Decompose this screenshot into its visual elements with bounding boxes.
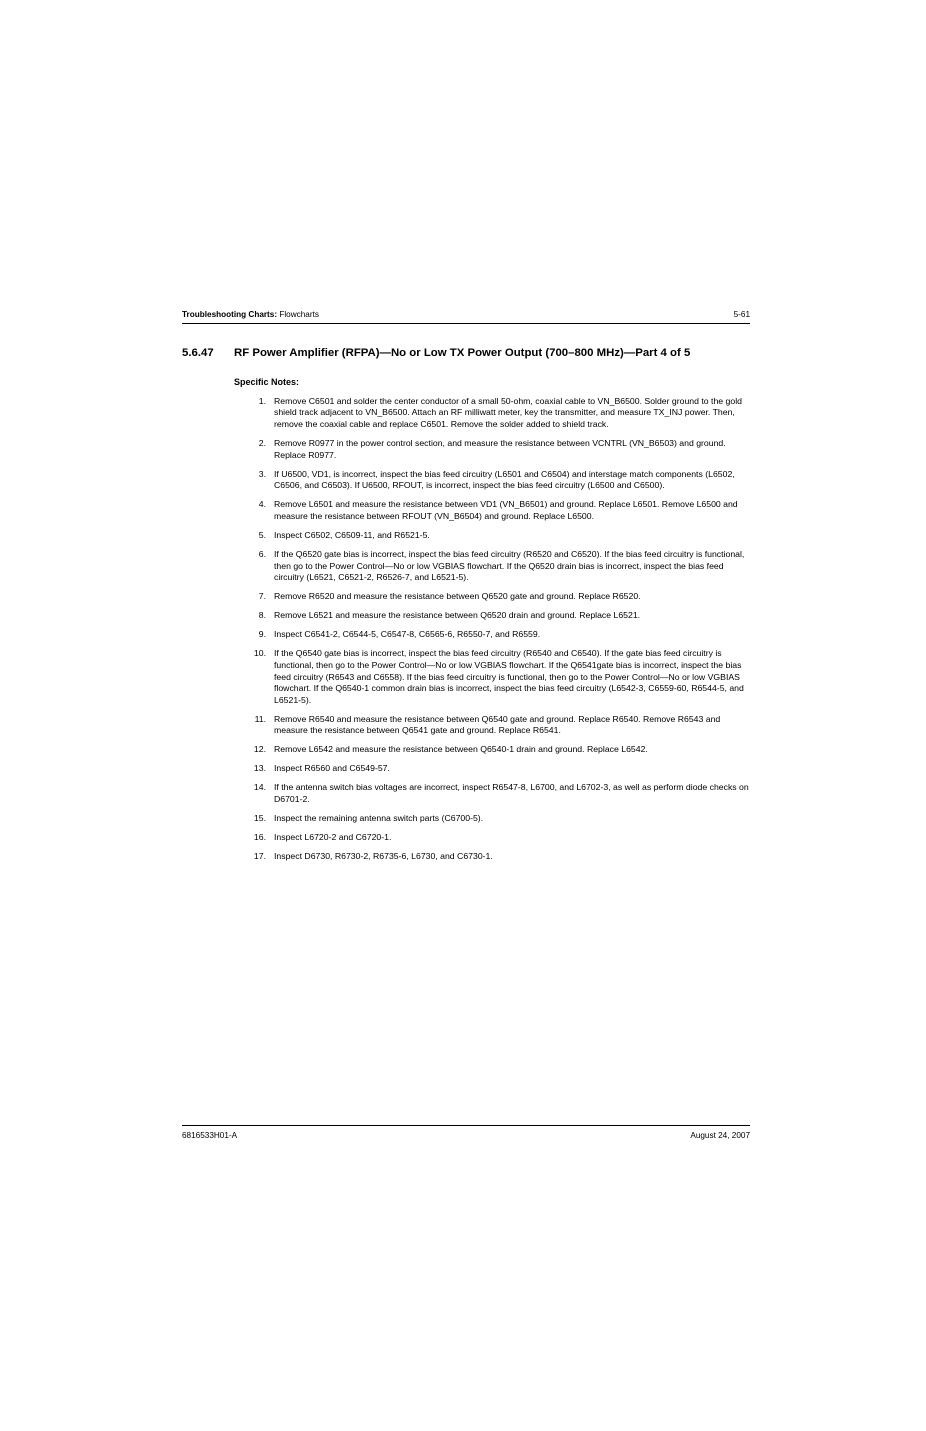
list-item-number: 15. bbox=[253, 813, 266, 824]
list-item-text: Inspect the remaining antenna switch parts (C6700-5). bbox=[274, 813, 484, 824]
header-rule bbox=[182, 323, 750, 324]
list-item bbox=[250, 763, 750, 775]
list-item bbox=[250, 714, 750, 737]
list-item bbox=[250, 549, 750, 584]
list-item-text: Remove L6501 and measure the resistance between VD1 (VN_B6501) and ground. Replace L6501. Remove L6500 and measure the resistance between RFOUT (VN_B6504) and ground. Replace L6500. bbox=[274, 499, 738, 521]
list-item-number: 8. bbox=[258, 610, 266, 621]
list-item bbox=[250, 438, 750, 461]
section-heading bbox=[182, 346, 750, 361]
notes-list bbox=[182, 396, 750, 863]
list-item-text: Remove R0977 in the power control section, and measure the resistance between VCNTRL (VN_B6503) and ground. Replace R0977. bbox=[274, 438, 726, 460]
list-item-text: If the Q6520 gate bias is incorrect, inspect the bias feed circuitry (R6520 and C6520). If the bias feed circuitry is functional, then go to the Power Control—No or low VGBIAS flowchart. If the Q6520 drain bias is incorrect, inspect the bias feed circuitry (L6521, C6521-2, R6526-7, and L6521-5). bbox=[274, 549, 745, 583]
list-item-number: 12. bbox=[253, 744, 266, 755]
footer-document-number: 6816533H01-A bbox=[182, 1131, 238, 1140]
list-item-number: 3. bbox=[258, 468, 266, 479]
list-item-text: Remove L6521 and measure the resistance between Q6520 drain and ground. Replace L6521. bbox=[274, 610, 641, 621]
section-number: 5.6.47 bbox=[182, 346, 214, 359]
list-item-number: 1. bbox=[258, 395, 266, 406]
list-item-number: 16. bbox=[253, 832, 266, 843]
list-item bbox=[250, 782, 750, 805]
list-item-number: 17. bbox=[253, 851, 266, 862]
header-title-bold: Troubleshooting Charts: bbox=[182, 310, 278, 319]
list-item bbox=[250, 499, 750, 522]
header-page-number: 5-61 bbox=[733, 310, 750, 319]
list-item-text: Remove C6501 and solder the center conductor of a small 50-ohm, coaxial cable to VN_B6500. Solder ground to the gold shield track adjacent to VN_B6500. Attach an RF milliwatt meter, key the transmitter, and measure TX_INJ power. Then, remove the coaxial cable and replace C6501. Remove the solder added to shield track. bbox=[274, 395, 742, 430]
footer-date: August 24, 2007 bbox=[690, 1131, 750, 1140]
list-item-text: If the Q6540 gate bias is incorrect, inspect the bias feed circuitry (R6540 and C6540). If the gate bias feed circuitry is functional, then go to the Power Control—No or low VGBIAS flowchart. If the Q6541gate bias is incorrect, inspect the bias feed circuitry (R6543 and C6558). If the bias feed circuitry is functional, then go to the Power Control—No or low VGBIAS flowchart. If the Q6540-1 common drain bias is incorrect, inspect the bias feed circuitry (L6542-3, C6559-60, R6544-5, and L6521-5). bbox=[274, 648, 744, 705]
specific-notes-heading: Specific Notes: bbox=[234, 376, 300, 387]
list-item-text: Inspect C6502, C6509-11, and R6521-5. bbox=[274, 529, 430, 540]
list-item-number: 4. bbox=[258, 499, 266, 510]
list-item-text: Inspect D6730, R6730-2, R6735-6, L6730, and C6730-1. bbox=[274, 851, 493, 862]
list-item-number: 10. bbox=[253, 648, 266, 659]
list-item-number: 9. bbox=[258, 629, 266, 640]
list-item-number: 14. bbox=[253, 782, 266, 793]
list-item-text: Remove R6540 and measure the resistance between Q6540 gate and ground. Replace R6540. Remove R6543 and measure the resistance between Q6541 gate and ground. Replace R6541. bbox=[274, 713, 721, 736]
list-item bbox=[250, 396, 750, 431]
list-item-number: 13. bbox=[253, 763, 266, 774]
list-item-text: Inspect L6720-2 and C6720-1. bbox=[274, 832, 392, 843]
list-item bbox=[250, 591, 750, 603]
list-item bbox=[250, 629, 750, 641]
list-item bbox=[250, 610, 750, 622]
list-item bbox=[250, 851, 750, 863]
list-item-number: 11. bbox=[254, 713, 266, 724]
list-item bbox=[250, 813, 750, 825]
list-item-text: Inspect R6560 and C6549-57. bbox=[274, 763, 390, 774]
page-content bbox=[182, 310, 750, 870]
list-item-text: Remove R6520 and measure the resistance between Q6520 gate and ground. Replace R6520. bbox=[274, 591, 641, 602]
list-item bbox=[250, 832, 750, 844]
list-item-number: 2. bbox=[258, 438, 266, 449]
list-item-text: Remove L6542 and measure the resistance between Q6540-1 drain and ground. Replace L6542. bbox=[274, 744, 648, 755]
list-item-text: Inspect C6541-2, C6544-5, C6547-8, C6565-6, R6550-7, and R6559. bbox=[274, 629, 541, 640]
header-title-rest: Flowcharts bbox=[277, 310, 319, 319]
running-header bbox=[182, 310, 750, 323]
list-item-number: 6. bbox=[258, 549, 266, 560]
header-title bbox=[182, 310, 319, 320]
list-item-number: 5. bbox=[258, 529, 266, 540]
section-title-text: RF Power Amplifier (RFPA)—No or Low TX Power Output (700–800 MHz)—Part 4 of 5 bbox=[234, 346, 691, 359]
list-item bbox=[250, 648, 750, 706]
list-item bbox=[250, 530, 750, 542]
list-item-text: If the antenna switch bias voltages are incorrect, inspect R6547-8, L6700, and L6702-3, as well as perform diode checks on D6701-2. bbox=[274, 782, 749, 805]
list-item-number: 7. bbox=[258, 591, 266, 602]
list-item bbox=[250, 744, 750, 756]
list-item-text: If U6500, VD1, is incorrect, inspect the bias feed circuitry (L6501 and C6504) and interstage match components (L6502, C6506, and C6503). If U6500, RFOUT, is incorrect, inspect the bias feed circuitry (L6500 and C6500). bbox=[274, 468, 735, 491]
list-item bbox=[250, 469, 750, 492]
page-footer bbox=[182, 1125, 750, 1140]
